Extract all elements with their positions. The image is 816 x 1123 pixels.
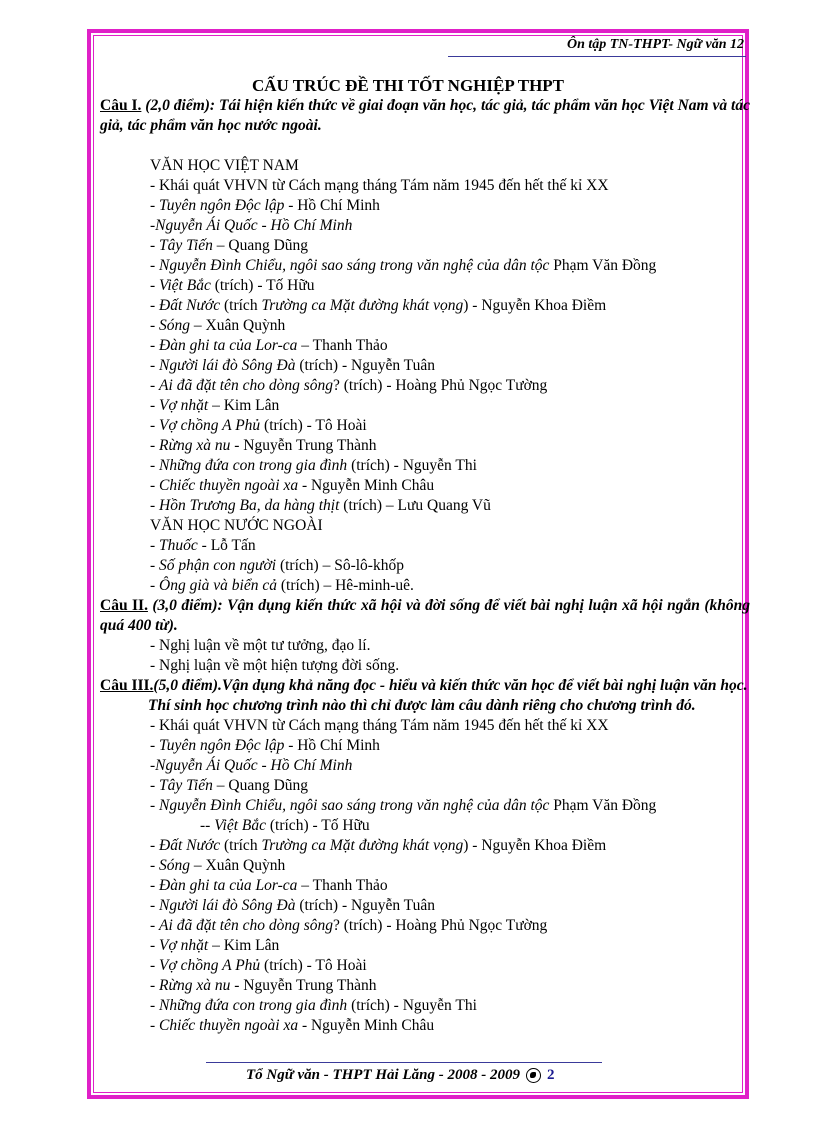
work-title: Trường ca Mặt đường khát vọng xyxy=(261,837,464,854)
item-text: - xyxy=(150,497,160,514)
document-body xyxy=(100,96,750,1036)
list-item xyxy=(100,936,750,956)
work-title: Đất Nước xyxy=(159,837,221,854)
item-text: - xyxy=(150,297,160,314)
list-item xyxy=(100,276,750,296)
work-title: Tây Tiến xyxy=(159,777,213,794)
question-2-desc: (3,0 điểm): Vận dụng kiến thức xã hội và đời sống để viết bài nghị luận xã hội ngắn (không quá 400 từ). xyxy=(100,597,750,634)
item-text: - xyxy=(150,957,160,974)
work-title: Đàn ghi ta của Lor-ca xyxy=(159,337,298,354)
question-1-label: Câu I. xyxy=(100,97,142,114)
list-item xyxy=(100,976,750,996)
item-text: - xyxy=(150,417,160,434)
list-item xyxy=(100,356,750,376)
item-text: - xyxy=(150,777,160,794)
list-item xyxy=(100,396,750,416)
item-text: (trích) - Tô Hoài xyxy=(260,417,367,434)
list-item xyxy=(100,896,750,916)
list-item xyxy=(100,776,750,796)
item-text: – Kim Lân xyxy=(208,937,280,954)
item-text: Phạm Văn Đồng xyxy=(549,257,657,274)
item-text: - xyxy=(150,337,160,354)
list-item xyxy=(100,996,750,1016)
question-3 xyxy=(100,676,750,696)
item-text: - Lỗ Tấn xyxy=(197,537,256,554)
item-text: - xyxy=(150,457,160,474)
work-title: Thuốc xyxy=(159,537,198,554)
item-text: (trích) - Nguyễn Tuân xyxy=(295,897,435,914)
list-item xyxy=(100,756,750,776)
item-text: - xyxy=(150,797,160,814)
item-text: - xyxy=(150,217,156,234)
work-title: Vợ chồng A Phủ xyxy=(159,957,261,974)
work-title: Việt Bắc xyxy=(214,817,266,834)
work-title: Ông già và biển cả xyxy=(159,577,277,594)
item-text: (trích) – Lưu Quang Vũ xyxy=(339,497,491,514)
item-text: - xyxy=(150,437,160,454)
item-text: – Thanh Thảo xyxy=(297,337,388,354)
item-text: - Nguyễn Trung Thành xyxy=(230,437,377,454)
vn-literature-list xyxy=(100,176,750,516)
list-item xyxy=(100,316,750,336)
question-1-desc: (2,0 điểm): Tái hiện kiến thức về giai đoạn văn học, tác giả, tác phẩm văn học Việt Nam và tác giả, tác phẩm văn học nước ngoài. xyxy=(100,97,750,134)
work-title: Sóng xyxy=(159,857,191,874)
item-text: - xyxy=(150,837,160,854)
item-text: - xyxy=(150,237,160,254)
work-title: Vợ nhặt xyxy=(159,937,209,954)
question-1 xyxy=(100,96,750,136)
work-title: Vợ chồng A Phủ xyxy=(159,417,261,434)
item-text: (trích) - Nguyễn Thi xyxy=(347,997,477,1014)
work-title: Đất Nước xyxy=(159,297,221,314)
item-text: - xyxy=(150,537,160,554)
question-3-note: Thí sinh học chương trình nào thì chỉ được làm câu dành riêng cho chương trình đó. xyxy=(148,697,696,714)
question-3-list xyxy=(100,716,750,1036)
item-text: (trích xyxy=(220,837,262,854)
item-text: - xyxy=(150,937,160,954)
work-title: Hồn Trương Ba, da hàng thịt xyxy=(159,497,340,514)
item-text: - xyxy=(150,377,160,394)
item-text: ) - Nguyễn Khoa Điềm xyxy=(463,297,607,314)
item-text: - Nguyễn Minh Châu xyxy=(298,1017,435,1034)
work-title: Việt Bắc xyxy=(159,277,211,294)
item-text: (trích) – Hê-minh-uê. xyxy=(277,577,414,594)
item-text: Phạm Văn Đồng xyxy=(549,797,657,814)
item-text: - xyxy=(150,917,160,934)
item-text: - xyxy=(150,257,160,274)
item-text: - xyxy=(150,997,160,1014)
list-item xyxy=(100,536,750,556)
item-text: – Kim Lân xyxy=(208,397,280,414)
header-rule xyxy=(448,56,746,57)
work-title: Người lái đò Sông Đà xyxy=(159,897,296,914)
item-text: (trích) - Tô Hoài xyxy=(260,957,367,974)
item-text: – Quang Dũng xyxy=(212,237,309,254)
list-item xyxy=(100,916,750,936)
item-text: - xyxy=(150,197,160,214)
list-item xyxy=(100,836,750,856)
list-item xyxy=(100,796,750,816)
list-item xyxy=(100,956,750,976)
list-item xyxy=(100,816,750,836)
work-title: Người lái đò Sông Đà xyxy=(159,357,296,374)
item-text: - xyxy=(150,357,160,374)
item-text: Khái quát VHVN từ Cách mạng tháng Tám năm 1945 đến hết thế kỉ XX xyxy=(159,717,609,734)
work-title: Nguyễn Ái Quốc - Hồ Chí Minh xyxy=(155,757,353,774)
item-text: - Hồ Chí Minh xyxy=(284,737,380,754)
item-text: - xyxy=(150,857,160,874)
list-item xyxy=(100,416,750,436)
item-text: - Nguyễn Minh Châu xyxy=(298,477,435,494)
list-item xyxy=(100,556,750,576)
item-text: (trích) - Nguyễn Tuân xyxy=(295,357,435,374)
work-title: Nguyễn Ái Quốc - Hồ Chí Minh xyxy=(155,217,353,234)
list-item xyxy=(100,576,750,596)
list-item xyxy=(100,336,750,356)
list-item xyxy=(100,216,750,236)
work-title: Chiếc thuyền ngoài xa xyxy=(159,1017,299,1034)
work-title: Tây Tiến xyxy=(159,237,213,254)
work-title: Nguyễn Đình Chiểu, ngôi sao sáng trong văn nghệ của dân tộc xyxy=(159,797,550,814)
list-item xyxy=(100,376,750,396)
list-item xyxy=(100,856,750,876)
work-title: Rừng xà nu xyxy=(159,977,231,994)
footer-text: Tổ Ngữ văn - THPT Hải Lăng - 2008 - 2009 xyxy=(246,1067,520,1083)
work-title: Đàn ghi ta của Lor-ca xyxy=(159,877,298,894)
item-text: (trích) - Tố Hữu xyxy=(210,277,315,294)
question-3-label: Câu III. xyxy=(100,677,154,694)
item-text: - Hồ Chí Minh xyxy=(284,197,380,214)
question-2 xyxy=(100,596,750,636)
list-item xyxy=(100,736,750,756)
globe-icon xyxy=(526,1068,541,1083)
work-title: Sóng xyxy=(159,317,191,334)
work-title: Rừng xà nu xyxy=(159,437,231,454)
item-text: - xyxy=(150,757,156,774)
list-item xyxy=(100,476,750,496)
item-text: - xyxy=(150,897,160,914)
work-title: Những đứa con trong gia đình xyxy=(159,457,348,474)
item-text: – Quang Dũng xyxy=(212,777,309,794)
page-number: 2 xyxy=(546,1067,555,1083)
item-text: (trích) - Tố Hữu xyxy=(266,817,370,834)
item-text: - xyxy=(150,577,160,594)
item-text: ? (trích) - Hoàng Phủ Ngọc Tường xyxy=(332,377,548,394)
running-header: Ôn tập TN-THPT- Ngữ văn 12 xyxy=(566,37,744,52)
item-text: - xyxy=(150,1017,160,1034)
work-title: Nguyễn Đình Chiểu, ngôi sao sáng trong văn nghệ của dân tộc xyxy=(159,257,550,274)
item-text: (trích) - Nguyễn Thi xyxy=(347,457,477,474)
item-text: - xyxy=(150,737,160,754)
item-text: - xyxy=(150,557,160,574)
list-item xyxy=(100,876,750,896)
list-item xyxy=(100,256,750,276)
item-text: ) - Nguyễn Khoa Điềm xyxy=(463,837,607,854)
item-text: - xyxy=(150,177,160,194)
vn-literature-heading: VĂN HỌC VIỆT NAM xyxy=(150,157,299,174)
footer-rule xyxy=(206,1062,602,1063)
question-2-item: - Nghị luận về một tư tưởng, đạo lí. xyxy=(150,637,371,654)
page-title: CẤU TRÚC ĐỀ THI TỐT NGHIỆP THPT xyxy=(251,76,565,95)
list-item xyxy=(100,176,750,196)
item-text: - xyxy=(150,877,160,894)
item-text: – Xuân Quỳnh xyxy=(190,857,286,874)
question-2-label: Câu II. xyxy=(100,597,148,614)
question-3-desc: (5,0 điểm).Vận dụng khả năng đọc - hiểu và kiến thức văn học để viết bài nghị luận văn học. xyxy=(153,677,748,694)
list-item xyxy=(100,436,750,456)
work-title: Tuyên ngôn Độc lập xyxy=(159,197,285,214)
work-title: Số phận con người xyxy=(159,557,277,574)
list-item xyxy=(100,1016,750,1036)
list-item xyxy=(100,496,750,516)
list-item xyxy=(100,236,750,256)
work-title: Ai đã đặt tên cho dòng sông xyxy=(159,917,333,934)
item-text: - xyxy=(150,717,160,734)
work-title: Ai đã đặt tên cho dòng sông xyxy=(159,377,333,394)
item-text: - xyxy=(150,317,160,334)
list-item xyxy=(100,196,750,216)
item-text: (trích) – Sô-lô-khốp xyxy=(276,557,404,574)
item-text: - xyxy=(150,477,160,494)
work-title: Tuyên ngôn Độc lập xyxy=(159,737,285,754)
foreign-literature-heading: VĂN HỌC NƯỚC NGOÀI xyxy=(150,517,323,534)
item-text: Khái quát VHVN từ Cách mạng tháng Tám năm 1945 đến hết thế kỉ XX xyxy=(159,177,609,194)
item-text: ? (trích) - Hoàng Phủ Ngọc Tường xyxy=(332,917,548,934)
list-item xyxy=(100,716,750,736)
question-2-item: - Nghị luận về một hiện tượng đời sống. xyxy=(150,657,400,674)
work-title: Chiếc thuyền ngoài xa xyxy=(159,477,299,494)
work-title: Những đứa con trong gia đình xyxy=(159,997,348,1014)
list-item xyxy=(100,456,750,476)
list-item xyxy=(100,296,750,316)
item-text: - xyxy=(150,977,160,994)
item-text: – Thanh Thảo xyxy=(297,877,388,894)
page-footer xyxy=(246,1067,554,1084)
item-text: -- xyxy=(200,817,215,834)
item-text: - Nguyễn Trung Thành xyxy=(230,977,377,994)
work-title: Trường ca Mặt đường khát vọng xyxy=(261,297,464,314)
item-text: - xyxy=(150,397,160,414)
item-text: - xyxy=(150,277,160,294)
foreign-literature-list xyxy=(100,536,750,596)
item-text: (trích xyxy=(220,297,262,314)
item-text: – Xuân Quỳnh xyxy=(190,317,286,334)
work-title: Vợ nhặt xyxy=(159,397,209,414)
